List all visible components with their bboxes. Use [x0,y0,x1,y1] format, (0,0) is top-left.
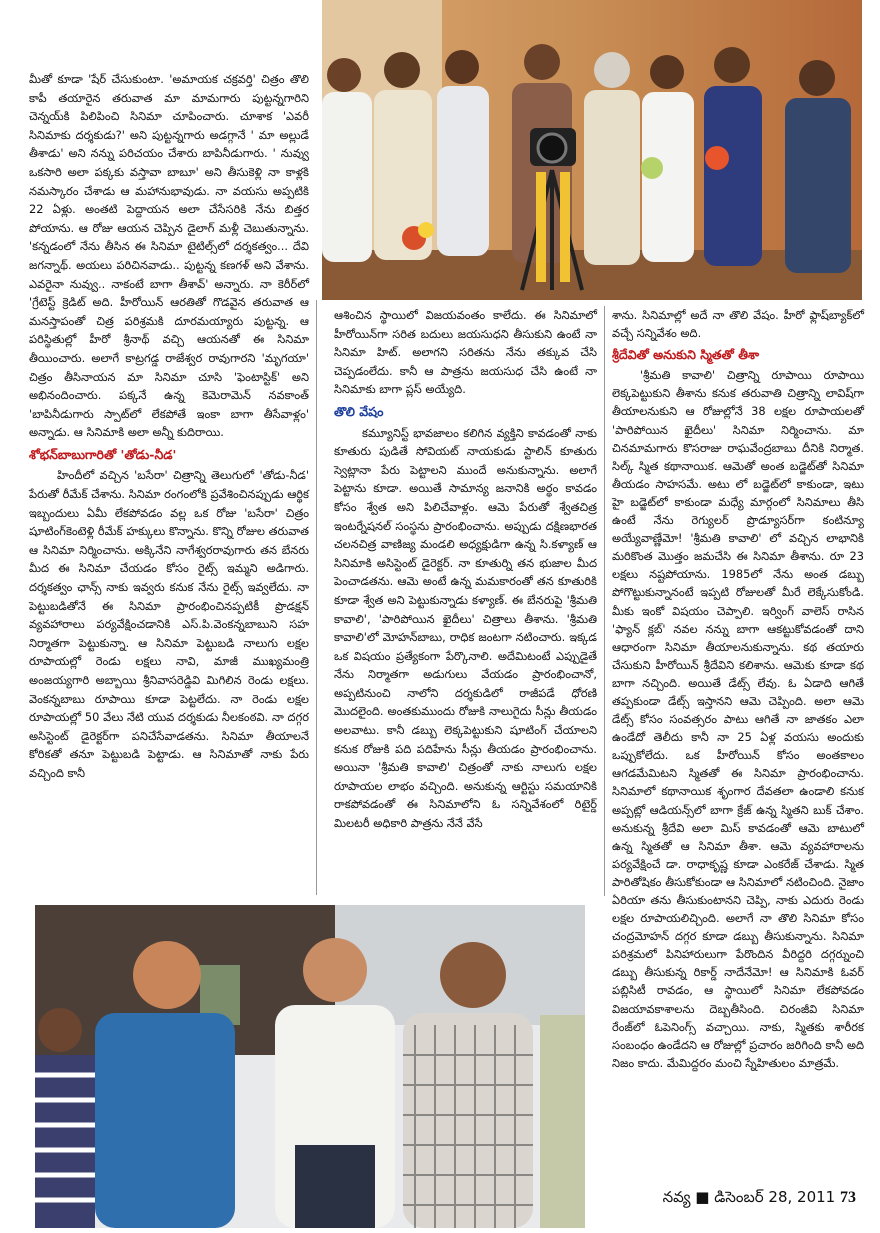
column-3-paragraph-1: శాను. సినిమాల్లో అదే నా తొలి వేషం. హీరో ఫ్లాష్‌బ్యాక్‌లో వచ్చే సన్నివేశం అది. [612,308,864,341]
page-footer [663,1188,856,1210]
column-2-paragraph-2: కమ్యూనిస్ట్ భావజాలం కలిగిన వ్యక్తిని కావడంతో నాకు కూతురు పుడితే సోవియట్ నాయకుడు స్టాలిన్ కూతురు స్వెట్లానా పేరు పెట్టాలని ముందే అనుకున్నాను. అలాగే పెట్టాను కూడా. అయితే సామాన్య జనానికి అర్థం కావడం కోసం శ్వేత అని పిలిచేవాళ్లం. ఆమె పేరుతో శ్వేతచిత్ర ఇంటర్నేషనల్ సంస్థను ప్రారంభించాను. అప్పుడు దక్షిణభారత చలనచిత్ర వాణిజ్య మండలి అధ్యక్షుడిగా ఉన్న సి.కళ్యాణ్ ఆ సినిమాకి అసిస్టెంట్ డైరెక్టర్. నా కూతుర్ని తన భుజాల మీద పెంచాడతను. ఆమె అంటే ఉన్న మమకారంతో తన కూతురికి కూడా శ్వేత అని పెట్టుకున్నాడు కళ్యాణ్. ఈ బేనరుపై 'శ్రీమతి కావాలి', 'పారిపోయిన ఖైదీలు' చిత్రాలు తీశాను. 'శ్రీమతి కావాలి'లో మోహన్‌బాబు, రాధిక జంటగా నటించారు. ఇక్కడ ఒక విషయం ప్రత్యేకంగా పేర్కొనాలి. అదేమిటంటే ఎప్పుడైతే నేను నిర్మాతగా అడుగులు వేయడం ప్రారంభించానో, అప్పటినుంచి నాలోని దర్శకుడిలో రాజీపడే ధోరణి మొదలైంది. అంతకుముందు రోజుకి నాలుగైదు సీన్లు తీయడం అలవాటు. కానీ డబ్బు లెక్కపెట్టుకుని షూటింగ్ చేయాలని కనుక రోజుకి పది పదిహేను సీన్లు తీయడం ప్రారంభించాను. అయినా 'శ్రీమతి కావాలి' చిత్రంతో నాకు నాలుగు లక్షల రూపాయల లాభం వచ్చింది. అనుకున్న ఆర్టిస్టు సమయానికి రాకపోవడంతో ఈ సినిమాలోని ఓ సన్నివేశంలో రిటైర్డ్ మిలటరీ అధికారి పాత్రను నేనే వేసే [334,425,597,831]
column-2-paragraph-1: ఆశించిన స్థాయిలో విజయవంతం కాలేదు. ఈ సినిమాలో హీరోయిన్‌గా సరిత బదులు జయసుధని తీసుకుని ఉంటే నా సినిమా హిట్. అలాగని సరితను నేను తక్కువ చేసి చెప్పడంలేదు. కానీ ఆ పాత్రను జయసుధ చేసి ఉంటే నా సినిమాకు బాగా ప్లస్ అయ్యేది. [334,308,597,397]
column-3-paragraph-2: 'శ్రీమతి కావాలి' చిత్రాన్ని రూపాయి రూపాయి లెక్కపెట్టుకుని తీశాను కనుక తరువాతి చిత్రాన్ని లావిష్‌గా తీయాలనుకుని ఆ రోజుల్లోనే 38 లక్షల రూపాయలతో 'పారిపోయిన ఖైదీలు' సినిమా నిర్మించాను. మా చినమామగారు కొసరాజు రాఘవేంద్రబాబు దీనికి నిర్మాత. సిల్క్ స్మిత కథానాయిక. ఆమెతో అంత బడ్జెట్‌తో సినిమా తీయడం సాహసమే. అటు లో బడ్జెట్‌లో కాకుండా, ఇటు హై బడ్జెట్‌లో కాకుండా మధ్యే మార్గంలో సినిమాలు తీసి ఉంటే నేను రెగ్యులర్ ప్రొడ్యూసర్‌గా కంటిన్యూ అయ్యేవాణ్ణేమో! 'శ్రీమతి కావాలి' లో వచ్చిన లాభానికి మరికొంత మొత్తం జమచేసి ఈ సినిమా తీశాను. రూ 23 లక్షలు నష్టపోయాను. 1985లో నేను అంత డబ్బు పోగొట్టుకున్నానంటే ఇప్పటి రోజులతో మీరే లెక్కేసుకోండి. మీకు ఇంకో విషయం చెప్పాలి. ఇర్వింగ్ వాలెస్ రాసిన 'ఫ్యాన్ క్లబ్' నవల నన్ను బాగా ఆకట్టుకోవడంతో దాని ఆధారంగా సినిమా తీయాలనుకున్నాను. కథ తయారు చేసుకుని హీరోయిన్ శ్రీదేవిని కలిశాను. ఆమెకు కూడా కథ బాగా నచ్చింది. అయితే డేట్స్ లేవు. ఓ ఏడాది ఆగితే తప్పకుండా డేట్స్ ఇస్తానని ఆమె చెప్పింది. అలా ఆమె డేట్స్ కోసం సంవత్సరం పాటు ఆగితే నా జాతకం ఎలా ఉండేదో తెలీదు కానీ నా 25 ఏళ్ల వయసు అందుకు ఒప్పుకోలేదు. ఒక హీరోయిన్ కోసం అంతకాలం ఆగడమేమిటని స్మితతో ఈ సినిమా ప్రారంభించాను. సినిమాలో కథానాయిక శృంగార దేవతలా ఉండాలి కనుక అప్పట్లో ఆడియన్స్‌లో బాగా క్రేజ్ ఉన్న స్మితని బుక్ చేశాం. అనుకున్న శ్రీదేవి అలా మిస్ కావడంతో ఆమె బాటులో ఉన్న స్మితతో ఆ సినిమా తీశా. ఆమె వ్యవహారాలను పర్యవేక్షించే డా. రాధాకృష్ణ కూడా ఎంకరేజ్ చేశాడు. స్మిత పారితోషికం తీసుకోకుండా ఆ సినిమాలో నటించింది. నైజాం ఏరియా తను తీసుకుంటానని చెప్పి, నాకు ఎదురు రెండు లక్షల రూపాయలిచ్చింది. అలాగే నా తొలి సినిమా కోసం చంద్రమోహన్ దగ్గర కూడా డబ్బు తీసుకున్నాను. సినిమా పరిశ్రమలో పినిహారులుగా పేరొందిన వీరిద్దరి దగ్గర్నుంచి డబ్బు తీసుకున్న రికార్డ్ నాదేనేమో! ఆ సినిమాకి ఓవర్ పబ్లిసిటీ రావడం, ఆ స్థాయిలో సినిమా లేకపోవడం విజయావకాశాలను దెబ్బతీసింది. చిరంజీవి సినిమా రేంజ్‌లో ఓపెనింగ్స్ వచ్చాయి. నాకు, స్మితకు శారీరక సంబంధం ఉండేదని ఆ రోజుల్లో ప్రచారం జరిగింది కానీ అది నిజం కాదు. మేమిద్దరం మంచి స్నేహితులం మాత్రమే. [612,368,864,1070]
subheading-sridevi-smitha: శ్రీదేవితో అనుకుని స్మితతో తీశా [612,347,760,363]
top-photo-camera-launch [322,0,862,300]
footer-square-icon: ■ [695,1188,710,1206]
magazine-name: నవ్య [662,1188,691,1206]
bottom-photo-group [35,905,585,1228]
column-1-paragraph-2: హిందీలో వచ్చిన 'బసేరా' చిత్రాన్ని తెలుగులో 'తోడు-నీడ' పేరుతో రీమేక్ చేశాను. సినిమా రంగంలోకి ప్రవేశించినప్పుడు ఆర్థిక ఇబ్బందులు ఏమీ లేకపోవడం వల్ల ఒక రోజు 'బసేరా' చిత్రం షూటింగ్‌కెంటెళ్లి రీమేక్ హక్కులు కొన్నాను. కొన్ని రోజుల తరువాత ఆ సినిమా నిర్మించాను. అక్కినేని నాగేశ్వరరావుగారు తన బేనరు మీద ఈ సినిమా చేయడం కోసం రైట్స్ ఇమ్మని అడిగారు. దర్శకత్వం ఛాన్స్ నాకు ఇవ్వరు కనుక నేను రైట్స్ ఇవ్వలేదు. నా పెట్టుబడితోనే ఈ సినిమా ప్రారంభించినప్పటికీ ప్రొడక్షన్ వ్యవహారాలు పర్యవేక్షించడానికి ఎస్.పి.వెంకన్నబాబుని సహ నిర్మాతగా పెట్టుకున్నా. ఆ సినిమా పెట్టుబడి నాలుగు లక్షల రూపాయల్లో రెండు లక్షలు నావి, మాజీ ముఖ్యమంత్రి అంజయ్యగారి అబ్బాయి శ్రీనివాసరెడ్డివి మిగిలిన రెండు లక్షలు. వెంకన్నబాబు రూపాయి కూడా పెట్టలేదు. నా రెండు లక్షల రూపాయల్లో 50 వేలు నేటి యువ దర్శకుడు నీలకంఠవి. నా దగ్గర అసిస్టెంట్ డైరెక్టర్‌గా పనిచేసేవాడతను. సినిమా తీయాలనే కోరికతో తనూ పెట్టుబడి పెట్టాడు. ఆ సినిమాతో నాకు పేరు వచ్చింది కానీ [29,468,309,780]
article-column-2 [334,306,597,833]
page-number: 73 [840,1189,856,1206]
column-divider-2 [604,306,605,896]
article-column-1 [29,70,309,783]
subheading-thodu-needa: శోభన్‌బాబుగారితో 'తోడు-నీడ' [29,446,177,462]
column-1-paragraph-1: మీతో కూడా 'షేర్ చేసుకుంటా. 'అమాయక చక్రవర్తి' చిత్రం తొలి కాపీ తయారైన తరువాత మా మామగారు పుట్టన్నగారిని చెన్నయ్‌కి పిలిపించి సినిమా చూపించారు. చూశాక 'ఎవరీ సినిమాకు దర్శకుడు?' అని పుట్టన్నగారు అడగ్గానే ' మా అల్లుడే తీశాడు' అని నన్ను పరిచయం చేశారు బాపినీడుగారు. ' నువ్వు ఒకసారి అలా పక్కకు వస్తావా బాబూ' అని తీసుకెళ్లి నా కాళ్లకి నమస్కారం చేశాడు ఆ మహానుభావుడు. నా వయసు అప్పటికి 22 ఏళ్లు. అంతటి పెద్దాయన అలా చేసేసరికి నేను బిత్తర పోయాను. ఆ రోజు ఆయన చెప్పిన డైలాగ్ మళ్లీ చెబుతున్నాను. 'కన్నడంలో నేను తీసిన ఈ సినిమా టైటిల్స్‌లో దర్శకత్వం... దేవి జగన్నాథ్. అయలు పరిచినవాడు.. పుట్టన్న కణగళ్ అని వేశాను. ఎవరైనా నువ్వు.. నాకంటే బాగా తీశావ్' అన్నారు. నా కెరీర్‌లో 'గ్రేటెస్ట్ క్రెడిట్ అది. హీరోయిన్ ఆరతితో గొడవైన తరువాత ఆ మనస్తాపంతో చిత్ర పరిశ్రమకి దూరమయ్యారు పుట్టన్న. ఆ పరిస్థితుల్లో హీరో శ్రీనాథ్ వచ్చి ఆయనతో ఈ సినిమా తీయించారు. అలాగే కాట్రగడ్డ రాజేశ్వర రావుగారని 'మృగయా' చిత్రం తీసినాయన మా సినిమా చూసి 'ఫెంటాస్టిక్' అని అభినందించారు. పక్కనే ఉన్న కెమెరామెన్ నవకాంత్ 'బాపినీడుగారు స్పాట్‌లో లేకపోతే ఇంకా బాగా తీసేవాళ్లం' అన్నాడు. ఆ సినిమాకి అలా అన్నీ కుదిరాయి. [29,72,309,440]
issue-date: డిసెంబర్ 28, 2011 [714,1188,836,1206]
column-divider-1 [316,300,317,895]
article-column-3 [612,306,864,1072]
subheading-first-role: తొలి వేషం [334,403,384,419]
